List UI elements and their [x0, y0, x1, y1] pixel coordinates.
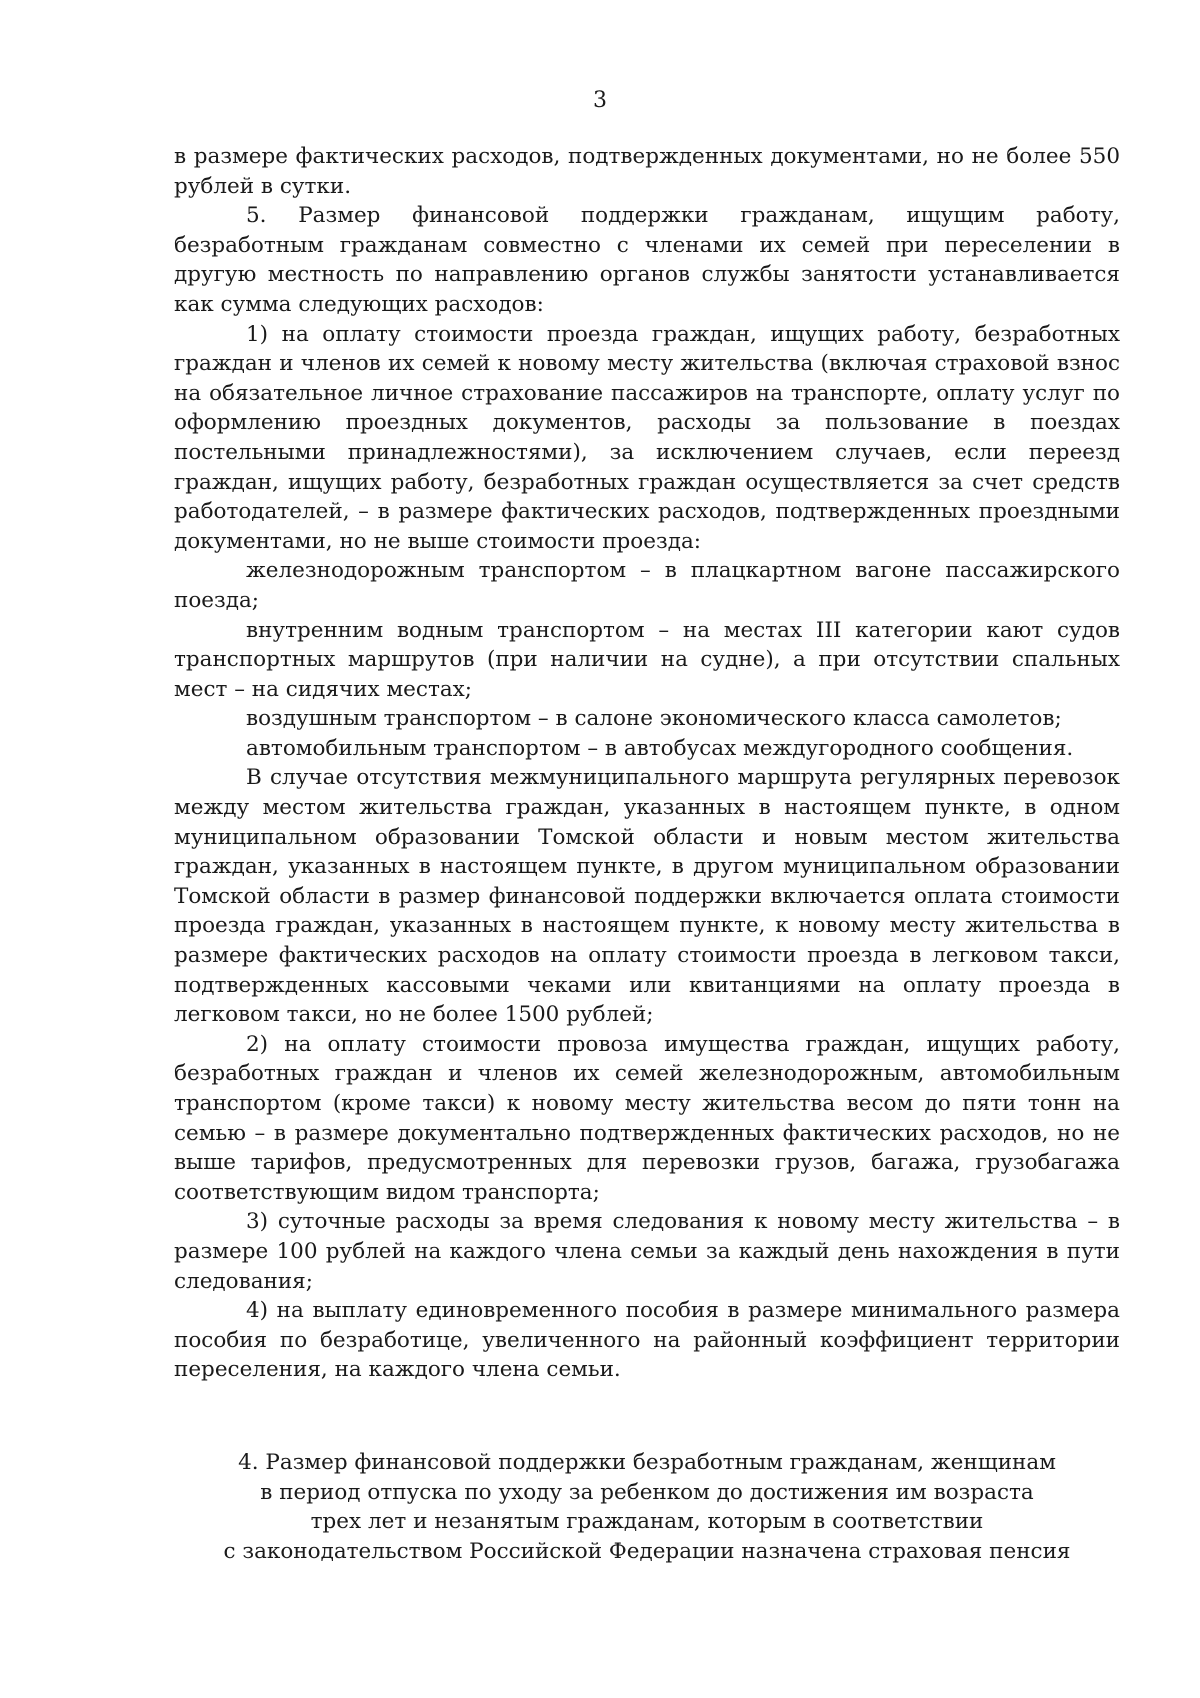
paragraph: внутренним водным транспортом – на местах III категории кают судов транспортных маршрутов (при наличии на судне), а при отсутствии спальных мест – на сидячих местах; — [174, 617, 1120, 702]
paragraph: 1) на оплату стоимости проезда граждан, ищущих работу, безработных граждан и членов их семей к новому месту жительства (включая страховой взнос на обязательное личное страхование пассажиров на транспорте, оплату услуг по оформлению проездных документов, расходы за пользование в поездах постельными принадлежностями), за исключением случаев, если переезд граждан, ищущих работу, безработных граждан осуществляется за счет средств работодателей, – в размере фактических расходов, подтвержденных проездными документами, но не выше стоимости проезда: — [174, 321, 1120, 554]
paragraph: автомобильным транспортом – в автобусах междугородного сообщения. — [246, 735, 1074, 761]
paragraph: 4) на выплату единовременного пособия в размере минимального размера пособия по безработице, увеличенного на районный коэффициент территории переселения, на каждого члена семьи. — [174, 1298, 1120, 1383]
paragraph: в размере фактических расходов, подтвержденных документами, но не более 550 рублей в сутки. — [174, 144, 1120, 199]
section-heading — [174, 1448, 1120, 1566]
paragraph: 5. Размер финансовой поддержки гражданам, ищущим работу, безработным гражданам совместно с членами их семей при переселении в другую местность по направлению органов службы занятости устанавливается как сумма следующих расходов: — [174, 203, 1120, 317]
document-body — [174, 142, 1120, 1385]
page-number: 3 — [593, 88, 607, 113]
heading-line: в период отпуска по уходу за ребенком до достижения им возраста — [260, 1479, 1034, 1505]
heading-line: трех лет и незанятым гражданам, которым в соответствии — [310, 1509, 984, 1535]
paragraph: В случае отсутствия межмуниципального маршрута регулярных перевозок между местом жительства граждан, указанных в настоящем пункте, в одном муниципальном образовании Томской области и новым местом жительства граждан, указанных в настоящем пункте, в другом муниципальном образовании Томской области в размер финансовой поддержки включается оплата стоимости проезда граждан, указанных в настоящем пункте, к новому месту жительства в размере фактических расходов на оплату стоимости проезда в легковом такси, подтвержденных кассовыми чеками или квитанциями на оплату проезда в легковом такси, но не более 1500 рублей; — [174, 765, 1120, 1028]
heading-line: 4. Размер финансовой поддержки безработным гражданам, женщинам — [238, 1450, 1056, 1475]
paragraph: 3) суточные расходы за время следования к новому месту жительства – в размере 100 рублей на каждого члена семьи за каждый день нахождения в пути следования; — [174, 1209, 1120, 1294]
paragraph: воздушным транспортом – в салоне экономического класса самолетов; — [246, 706, 1062, 732]
paragraph: 2) на оплату стоимости провоза имущества граждан, ищущих работу, безработных граждан и членов их семей железнодорожным, автомобильным транспортом (кроме такси) к новому месту жительства весом до пяти тонн на семью – в размере документально подтвержденных фактических расходов, но не выше тарифов, предусмотренных для перевозки грузов, багажа, грузобагажа соответствующим видом транспорта; — [174, 1031, 1120, 1205]
heading-line: с законодательством Российской Федерации назначена страховая пенсия — [223, 1538, 1071, 1564]
paragraph: железнодорожным транспортом – в плацкартном вагоне пассажирского поезда; — [174, 558, 1120, 613]
